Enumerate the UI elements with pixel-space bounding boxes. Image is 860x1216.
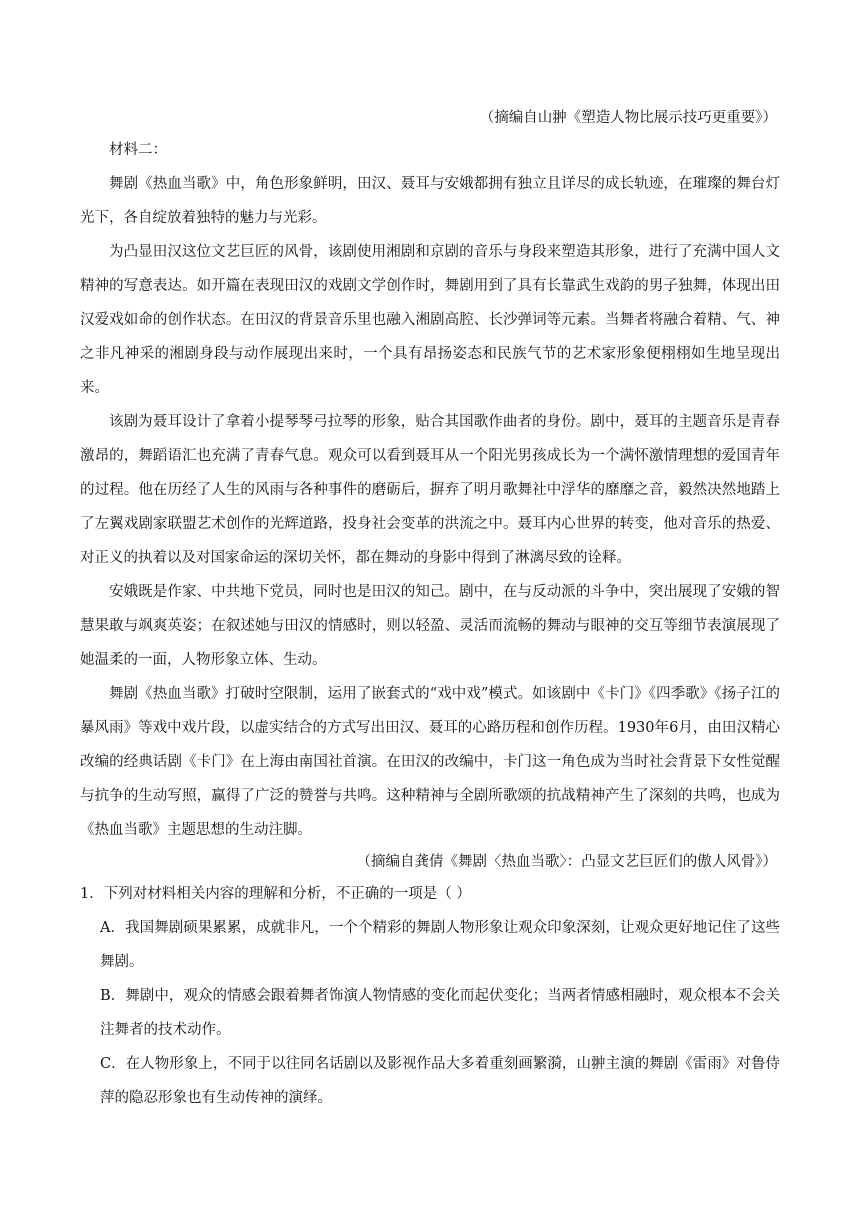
source-citation-material-two: （摘编自龚倩《舞剧〈热血当歌〉：凸显文艺巨匠们的傲人风骨》） bbox=[356, 854, 777, 870]
paragraph-2: 为凸显田汉这位文艺巨匠的风骨，该剧使用湘剧和京剧的音乐与身段来塑造其形象，进行了充满中国人文精神的写意表达。如开篇在表现田汉的戏剧文学创作时，舞剧用到了具有长靠武生戏韵的男子独舞，体现出田汉爱戏如命的创作状态。在田汉的背景音乐里也融入湘剧高腔、长沙弹词等元素。当舞者将融合着精、气、神之非凡神采的湘剧身段与动作展现出来时，一个具有昂扬姿态和民族气节的艺术家形象便栩栩如生地呈现出来。 bbox=[80, 244, 780, 396]
question-1-stem: 1．下列对材料相关内容的理解和分析，不正确的一项是（ ） bbox=[80, 886, 471, 902]
paragraph-1: 舞剧《热血当歌》中，角色形象鲜明，田汉、聂耳与安娥都拥有独立且详尽的成长轨迹，在璀璨的舞台灯光下，各自绽放着独特的魅力与光彩。 bbox=[80, 176, 780, 226]
source-citation-top: （摘编自山翀《塑造人物比展示技巧更重要》） bbox=[479, 110, 777, 126]
material-two-label: 材料二： bbox=[109, 142, 167, 158]
paragraph-4: 安娥既是作家、中共地下党员，同时也是田汉的知己。剧中，在与反动派的斗争中，突出展现了安娥的智慧果敢与飒爽英姿；在叙述她与田汉的情感时，则以轻盈、灵活而流畅的舞动与眼神的交互等细节表演展现了她温柔的一面，人物形象立体、生动。 bbox=[80, 584, 780, 668]
paragraph-3: 该剧为聂耳设计了拿着小提琴琴弓拉琴的形象，贴合其国歌作曲者的身份。剧中，聂耳的主题音乐是青春激昂的，舞蹈语汇也充满了青春气息。观众可以看到聂耳从一个阳光男孩成长为一个满怀激情理想的爱国青年的过程。他在历经了人生的风雨与各种事件的磨砺后，摒弃了明月歌舞社中浮华的靡靡之音，毅然决然地踏上了左翼戏剧家联盟艺术创作的光辉道路，投身社会变革的洪流之中。聂耳内心世界的转变，他对音乐的热爱、对正义的执着以及对国家命运的深切关怀，都在舞动的身影中得到了淋漓尽致的诠释。 bbox=[80, 414, 780, 566]
question-1-option-b: B．舞剧中，观众的情感会跟着舞者饰演人物情感的变化而起伏变化；当两者情感相融时，观众根本不会关注舞者的技术动作。 bbox=[100, 988, 780, 1038]
question-1-option-a: A．我国舞剧硕果累累，成就非凡，一个个精彩的舞剧人物形象让观众印象深刻，让观众更好地记住了这些舞剧。 bbox=[100, 920, 780, 970]
paragraph-5: 舞剧《热血当歌》打破时空限制，运用了嵌套式的“戏中戏”模式。如该剧中《卡门》《四季歌》《扬子江的暴风雨》等戏中戏片段，以虚实结合的方式写出田汉、聂耳的心路历程和创作历程。1930年6月，由田汉精心改编的经典话剧《卡门》在上海由南国社首演。在田汉的改编中，卡门这一角色成为当时社会背景下女性觉醒与抗争的生动写照，赢得了广泛的赞誉与共鸣。这种精神与全剧所歌颂的抗战精神产生了深刻的共鸣，也成为《热血当歌》主题思想的生动注脚。 bbox=[80, 686, 780, 838]
question-1-option-c: C．在人物形象上，不同于以往同名话剧以及影视作品大多着重刻画繁漪，山翀主演的舞剧《雷雨》对鲁侍萍的隐忍形象也有生动传神的演绎。 bbox=[100, 1056, 780, 1106]
